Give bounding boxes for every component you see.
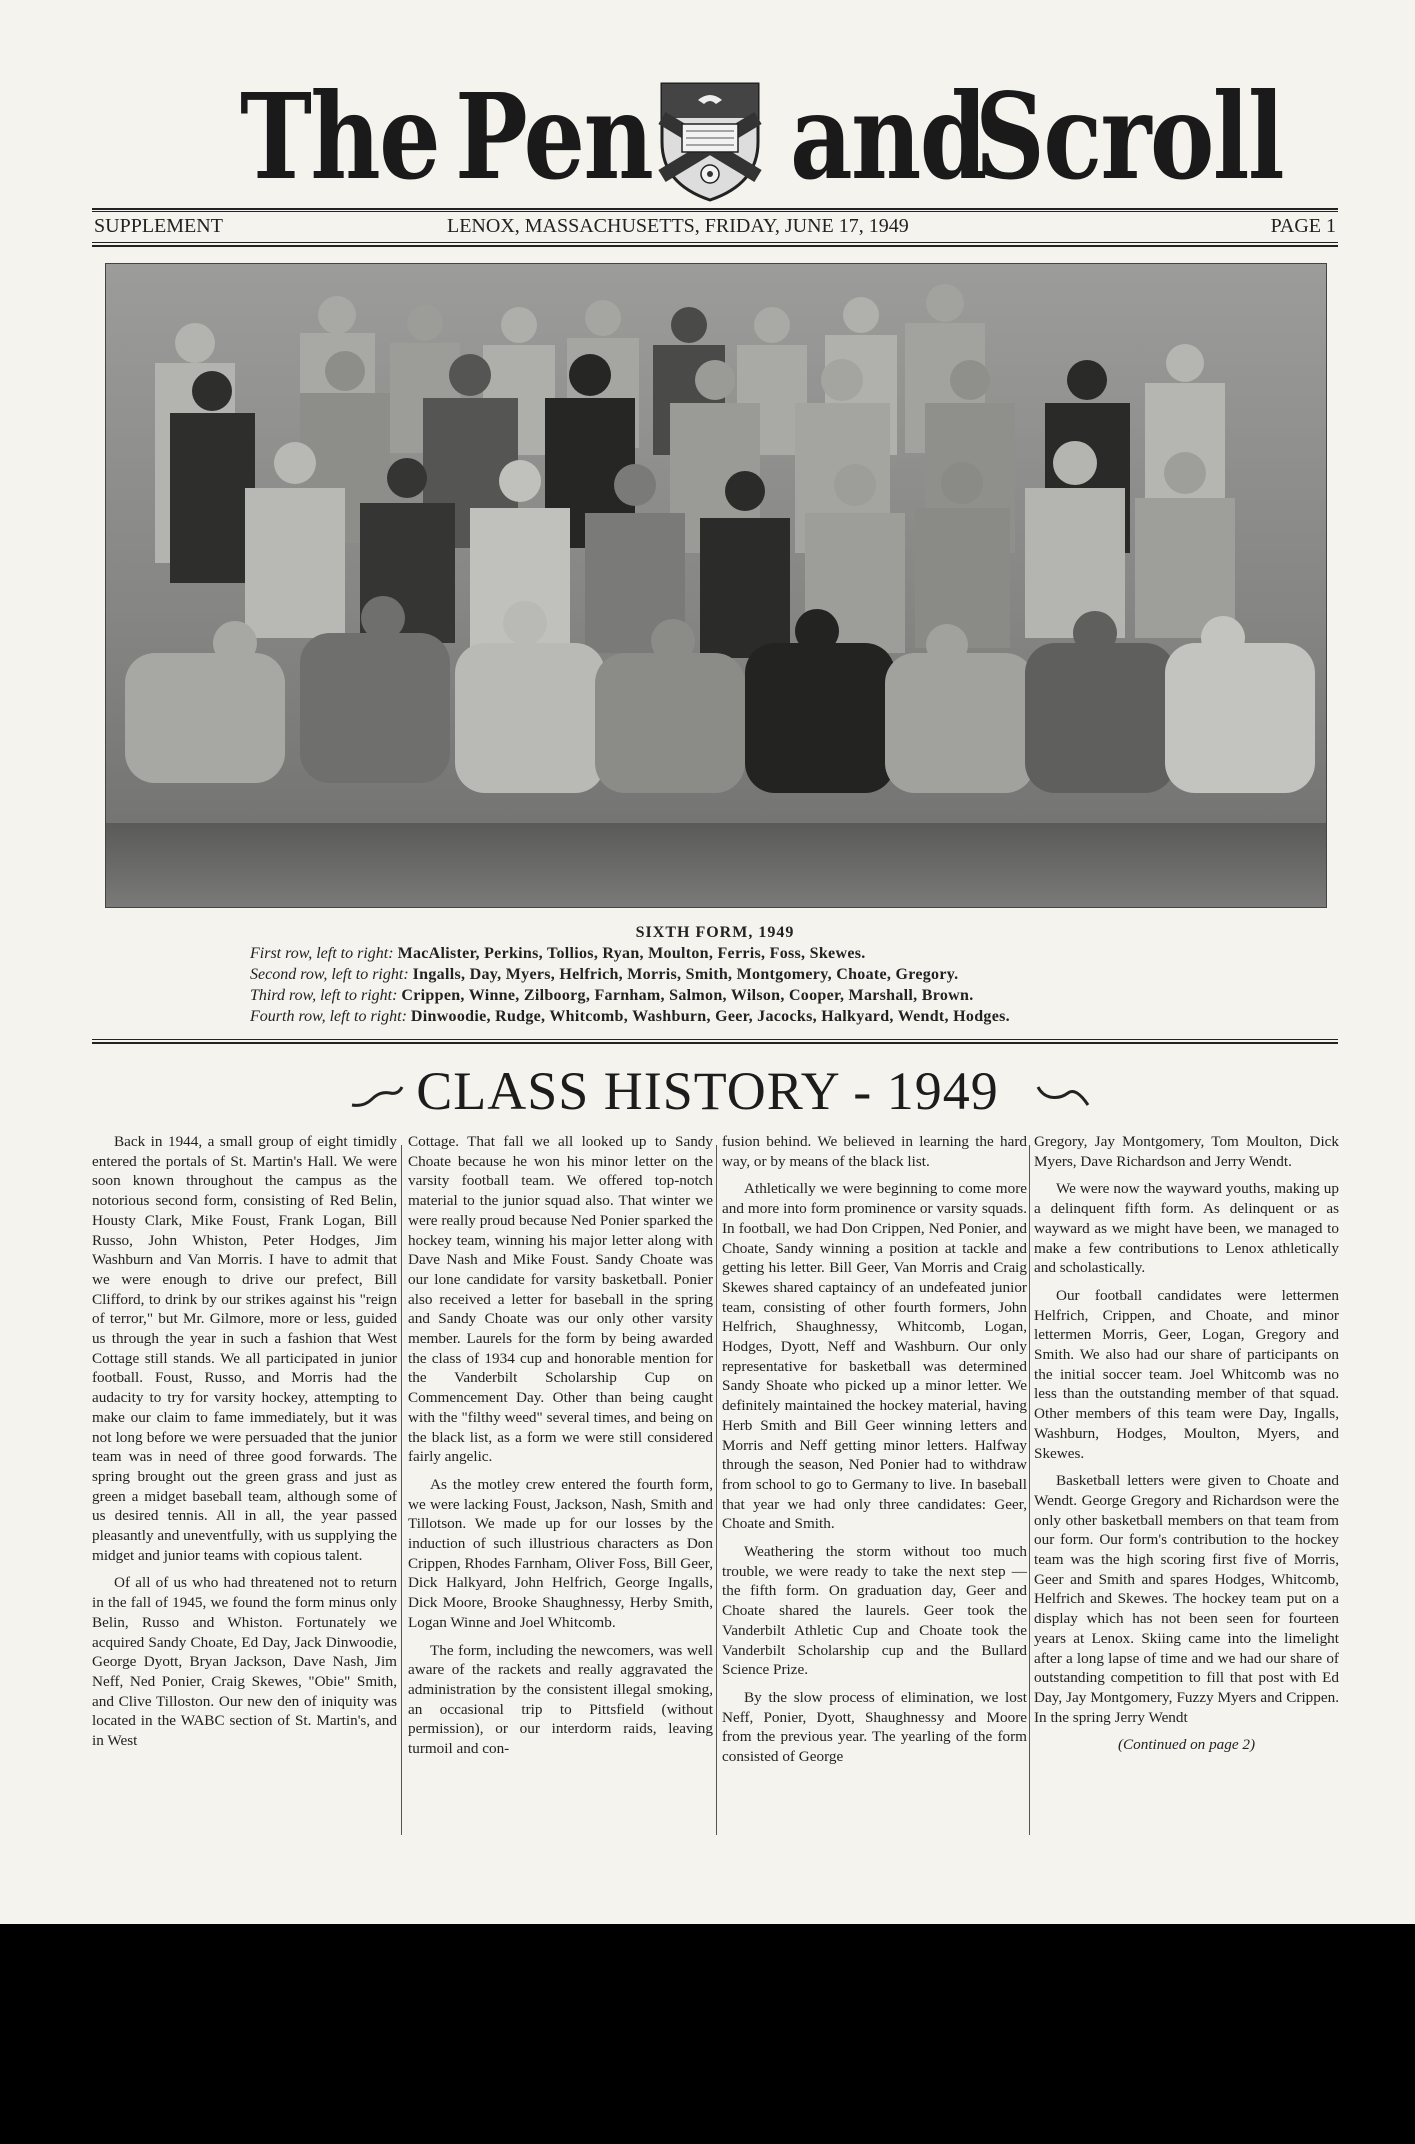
photo-caption	[250, 922, 1250, 1027]
paragraph: Gregory, Jay Montgomery, Tom Moulton, Dick Myers, Dave Richardson and Jerry Wendt.	[1034, 1133, 1339, 1170]
article-column-1	[92, 1132, 397, 1759]
section-rule	[92, 1042, 1338, 1044]
caption-row-label: First row, left to right:	[250, 945, 394, 962]
dateline-top-rule	[92, 208, 1338, 210]
school-crest-icon	[658, 80, 762, 204]
dateline-bottom-rule	[92, 245, 1338, 247]
dateline-bottom-rule-thin	[92, 242, 1338, 243]
paragraph: The form, including the newcomers, was well aware of the rackets and really aggravated the administration by the consistent illegal smoking, an occasional trip to Pittsfield (without permission), or our interdorm raids, leaving turmoil and con-	[408, 1641, 713, 1758]
masthead-word-the: The	[240, 67, 440, 206]
paragraph: Athletically we were beginning to come more and more into form prominence or varsity squads. In football, we had Don Crippen, Ned Ponier, and Choate, Sandy winning a position at tackle and getting his letter. Bill Geer, Van Morris and Craig Skewes shared captaincy of an undefeated junior team, consisting of other fourth formers, John Helfrich, Shaughnessy, Whitcomb, Logan, Hodges, Dyott, Neff and Washburn. Our only representative for basketball was determined Sandy Shoate who picked up a minor letter. We definitely maintained the hockey material, having Herb Smith and Bill Geer winning letters and Morris and Neff getting minor letters. Halfway through the season, Ned Ponier had to withdraw from school to go to Germany to live. In baseball that year we had only three candidates: Geer, Choate and Smith.	[722, 1180, 1027, 1533]
article-headline: CLASS HISTORY - 1949	[416, 1061, 999, 1121]
paragraph: Basketball letters were given to Choate and Wendt. George Gregory and Richardson were the only other basketball members on that team from our form. Our form's contribution to the hockey team was the high scoring first five of Morris, Geer and Smith and spares Hodges, Whitcomb, Helfrich and Skewes. The hockey team put on a display which has not been seen for fourteen years at Lenox. Skiing came into the limelight after a long lapse of time and we had our share of outstanding competition to fill that post with Ed Day, Jay Montgomery, Fuzzy Myers and Crippen. In the spring Jerry Wendt	[1034, 1472, 1339, 1726]
caption-row-label: Second row, left to right:	[250, 966, 409, 983]
right-swash-ornament-icon	[1036, 1083, 1090, 1109]
dateline-top-rule-thin	[92, 211, 1338, 212]
dateline	[92, 213, 1338, 241]
caption-row-names: Crippen, Winne, Zilboorg, Farnham, Salmon, Wilson, Cooper, Marshall, Brown.	[401, 987, 974, 1004]
caption-row-names: Dinwoodie, Rudge, Whitcomb, Washburn, Geer, Jacocks, Halkyard, Wendt, Hodges.	[410, 1008, 1010, 1025]
column-divider	[401, 1145, 402, 1835]
caption-title: SIXTH FORM, 1949	[635, 924, 795, 941]
caption-row	[250, 943, 1250, 964]
masthead-word-and: and	[790, 67, 986, 206]
paragraph: We were now the wayward youths, making up a delinquent fifth form. As delinquent or as wayward as we might have been, we managed to make a few contributions to Lenox athletically and scholastically.	[1034, 1180, 1339, 1277]
caption-row	[250, 964, 1250, 985]
column-divider	[1029, 1145, 1030, 1835]
dateline-supplement: SUPPLEMENT	[94, 215, 223, 237]
paragraph: Weathering the storm without too much trouble, we were ready to take the next step — the fifth form. On graduation day, Geer and Choate shared the laurels. Geer took the Vanderbilt Athletic Cup and Choate took the Vanderbilt Scholarship cup and the Bullard Science Prize.	[722, 1543, 1027, 1679]
caption-row	[250, 1006, 1250, 1027]
dateline-place-date: LENOX, MASSACHUSETTS, FRIDAY, JUNE 17, 1949	[447, 215, 909, 237]
section-rule-thin	[92, 1039, 1338, 1040]
paragraph: fusion behind. We believed in learning the hard way, or by means of the black list.	[722, 1133, 1027, 1170]
article-column-4	[1034, 1132, 1339, 1755]
column-divider	[716, 1145, 717, 1835]
paragraph: Of all of us who had threatened not to return in the fall of 1945, we found the form minus only Belin, Russo and Whiston. Fortunately we acquired Sandy Choate, Ed Day, Jack Dinwoodie, George Dyott, Bryan Jackson, Dave Nash, Jim Neff, Ned Ponier, Craig Skewes, "Obie" Smith, and Clive Tilloston. Our new den of iniquity was located in the WABC section of St. Martin's, and in West	[92, 1574, 397, 1750]
caption-row-label: Fourth row, left to right:	[250, 1008, 407, 1025]
caption-row-names: MacAlister, Perkins, Tollios, Ryan, Moulton, Ferris, Foss, Skewes.	[397, 945, 866, 962]
masthead-word-scroll: Scroll	[975, 67, 1283, 206]
caption-row-label: Third row, left to right:	[250, 987, 398, 1004]
caption-row	[250, 985, 1250, 1006]
paragraph: Our football candidates were lettermen Helfrich, Crippen, and Choate, and minor lettermen Morris, Geer, Logan, Gregory and Smith. We also had our share of participants on the initial soccer team. Joel Whitcomb was no less than the outstanding member of that squad. Other members of this team were Day, Ingalls, Washburn, Hodges, Moulton, Myers, and Skewes.	[1034, 1286, 1339, 1462]
paragraph: By the slow process of elimination, we lost Neff, Ponier, Dyott, Shaughnessy and Moore from the previous year. The yearling of the form consisted of George	[722, 1688, 1027, 1766]
masthead	[0, 67, 1415, 206]
paragraph: Cottage. That fall we all looked up to Sandy Choate because he won his minor letter on the varsity football team. We offered top-notch material to the junior squad also. That winter we were really proud because Ned Ponier sparked the hockey team, winning his major letter along with Dave Nash and Mike Foust. Sandy Choate was our lone candidate for varsity basketball. Ponier also received a letter for baseball in the spring and Sandy Choate was our only other varsity member. Laurels for the form by being awarded the class of 1934 cup and honorable mention for the Vanderbilt Scholarship Cup on Commencement Day. Other than being caught with the "filthy weed" several times, and being on the black list, as a form we were still considered fairly angelic.	[408, 1133, 713, 1466]
paragraph: As the motley crew entered the fourth form, we were lacking Foust, Jackson, Nash, Smith and Tillotson. We made up for our losses by the induction of such illustrious characters as Don Crippen, Rhodes Farnham, Oliver Foss, Bill Geer, Dick Halkyard, John Helfrich, George Ingalls, Dick Moore, Brooke Shaughnessy, Herby Smith, Logan Winne and Joel Whitcomb.	[408, 1475, 713, 1631]
masthead-word-pen: Pen	[455, 67, 653, 206]
dateline-page-number: PAGE 1	[1270, 215, 1336, 237]
caption-row-names: Ingalls, Day, Myers, Helfrich, Morris, Smith, Montgomery, Choate, Gregory.	[412, 966, 959, 983]
continued-on-page-link[interactable]: (Continued on page 2)	[1117, 1736, 1256, 1754]
paragraph: Back in 1944, a small group of eight timidly entered the portals of St. Martin's Hall. We were soon known throughout the campus as the notorious second form, consisting of Red Belin, Housty Clark, Mike Foust, Frank Logan, Bill Russo, John Whiston, Peter Hodges, Jim Washburn and Van Morris. I have to admit that we were enough to drive our prefect, Bill Clifford, to drink by our strikes against his "reign of terror," but Mr. Gilmore, more or less, guided us through the year in such a fashion that West Cottage still stands. We all participated in junior football. Foust, Russo, and Morris had the audacity to try for varsity hockey, attempting to make our claim to fame immediately, but it was not long before we were persuaded that the junior team was in need of three good forwards. The spring brought out the green grass and just as green a midget baseball team, although some of us desired tennis. All in all, the year passed pleasantly and uneventfully, with us supplying the midget and junior teams with copious talent.	[92, 1133, 397, 1564]
article-column-2	[408, 1132, 713, 1767]
class-group-photograph	[105, 263, 1327, 908]
article-column-3	[722, 1132, 1027, 1775]
